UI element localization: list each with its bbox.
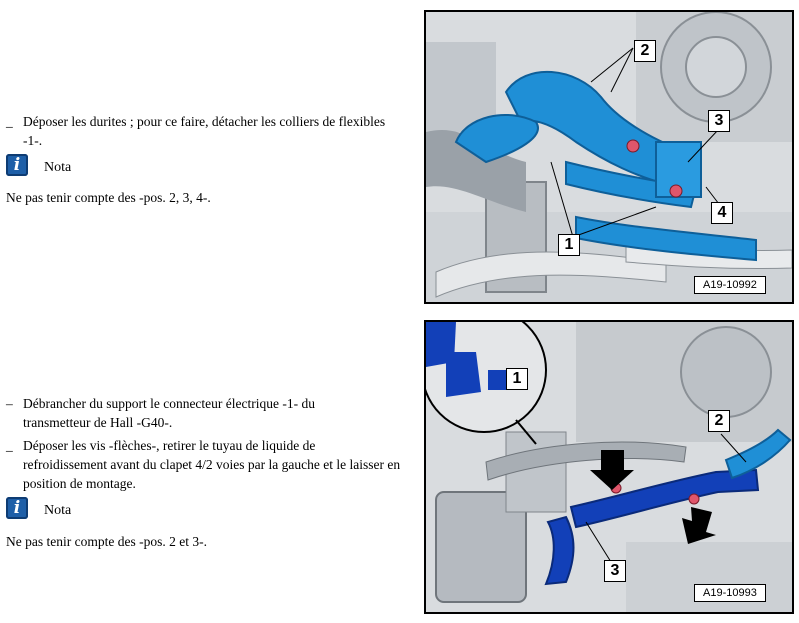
figure-code: A19-10993 bbox=[694, 584, 766, 602]
figure-a19-10992 bbox=[424, 10, 794, 304]
step-remove-hoses: _ Déposer les durites ; pour ce faire, détacher les colliers de flexibles -1-. bbox=[6, 114, 386, 148]
callout-2: 2 bbox=[634, 40, 656, 62]
info-icon: i bbox=[6, 154, 28, 176]
callout-3: 3 bbox=[708, 110, 730, 132]
note-2: Ne pas tenir compte des -pos. 2 et 3-. bbox=[6, 534, 207, 549]
callout-3: 3 bbox=[604, 560, 626, 582]
info-icon: i bbox=[6, 497, 28, 519]
note-1: Ne pas tenir compte des -pos. 2, 3, 4-. bbox=[6, 190, 211, 205]
engine-illustration-1 bbox=[426, 12, 792, 302]
figure-a19-10993 bbox=[424, 320, 794, 614]
step-disconnect-connector: – Débrancher du support le connecteur électrique -1- du transmetteur de Hall -G40-. bbox=[6, 396, 315, 430]
callout-4: 4 bbox=[711, 202, 733, 224]
figure-code: A19-10992 bbox=[694, 276, 766, 294]
step-remove-screws: _ Déposer les vis -flèches-, retirer le tuyau de liquide de refroidissement avant du clapet 4/2 voies par la gauche et le laisser en position de montage. bbox=[6, 438, 401, 491]
callout-1: 1 bbox=[506, 368, 528, 390]
callout-2: 2 bbox=[708, 410, 730, 432]
callout-1: 1 bbox=[558, 234, 580, 256]
